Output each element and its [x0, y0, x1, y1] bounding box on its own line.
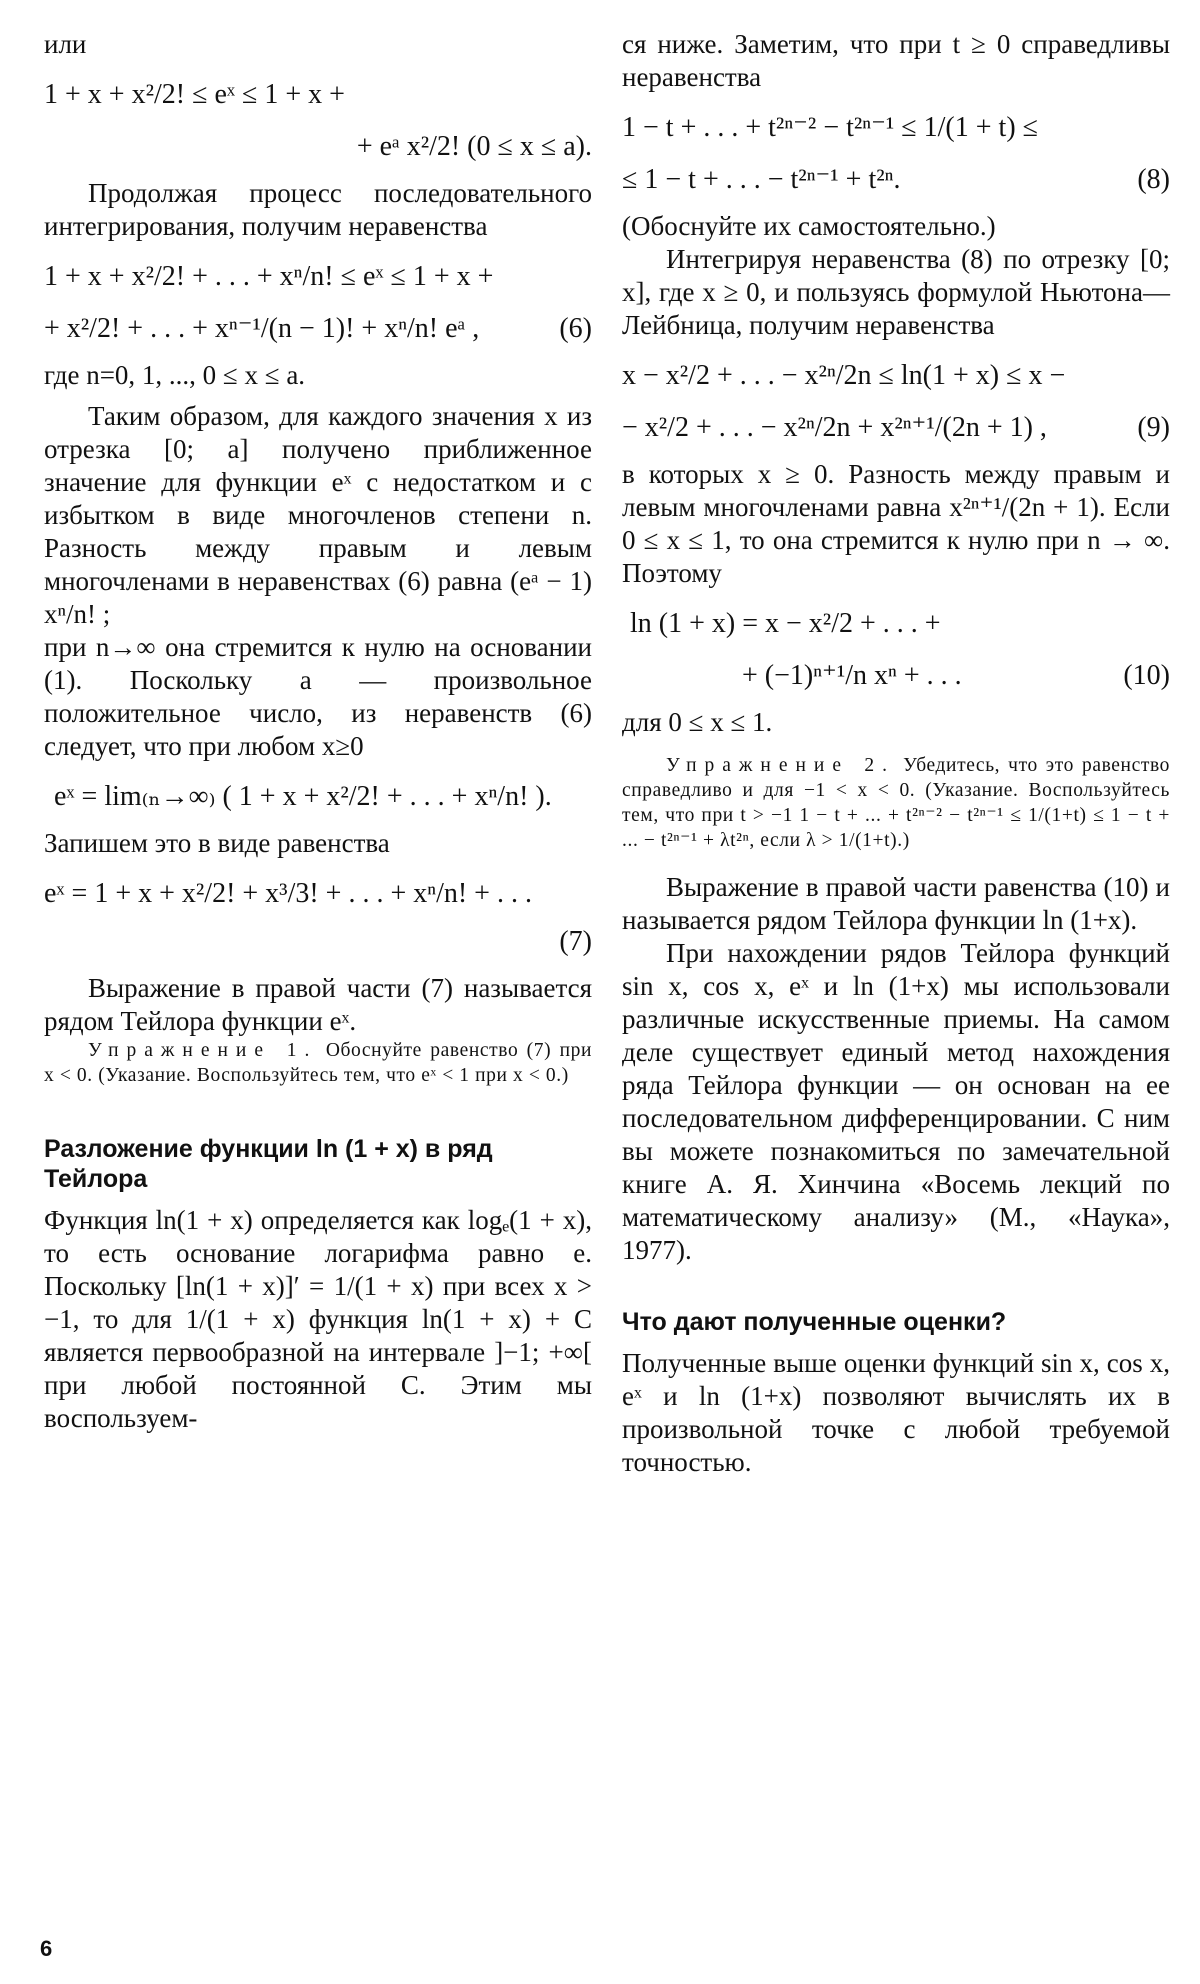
- paragraph-taylor: Выражение в правой части равенства (10) и называется рядом Тейлора функции ln (1+x).: [622, 872, 1170, 935]
- paragraph-justify: (Обоснуйте их самостоятельно.): [622, 211, 996, 241]
- formula-1-line-a: 1 + x + x²/2! ≤ eˣ ≤ 1 + x +: [44, 79, 345, 110]
- paragraph-final: Полученные выше оценки функций sin x, cos x, eˣ и ln (1+x) позволяют вычислять их в произвольной точке с любой требуемой точностью.: [622, 1348, 1170, 1477]
- formula-9-line-a: x − x²/2 + . . . − x²ⁿ/2n ≤ ln(1 + x) ≤ x −: [622, 360, 1066, 391]
- paragraph-ln: Функция ln(1 + x) определяется как logₑ(1 + x), то есть основание логарифма равно e. Поскольку [ln(1 + x)]′ = 1/(1 + x) при всех x > −1, то для 1/(1 + x) функция ln(1 + x) + C является первообразной на интервале ]−1; +∞[ при любой постоянной C. Этим мы воспользуем-: [44, 1205, 592, 1433]
- formula-8-line-b: [622, 162, 1170, 198]
- exercise-2-label: Упражнение 2.: [666, 755, 896, 776]
- paragraph-where: где n=0, 1, ..., 0 ≤ x ≤ a.: [44, 360, 306, 390]
- formula-10-line-b: [622, 658, 1170, 694]
- formula-1-line-b: + eᵃ x²/2! (0 ≤ x ≤ a).: [356, 131, 592, 162]
- exercise-1: [44, 1038, 592, 1088]
- formula-7-number: (7): [559, 926, 592, 957]
- formula-8-line-a: 1 − t + . . . + t²ⁿ⁻² − t²ⁿ⁻¹ ≤ 1/(1 + t) ≤: [622, 112, 1039, 143]
- paragraph-for: для 0 ≤ x ≤ 1.: [622, 707, 773, 737]
- paragraph-methods: При нахождении рядов Тейлора функций sin x, cos x, eˣ и ln (1+x) мы использовали различные искусственные приемы. На самом деле существует единый метод нахождения ряда Тейлора функции — он основан на ее последовательном дифференцировании. С ним вы можете познакомиться по замечательной книге А. Я. Хинчина «Восемь лекций по математическому анализу» (М., «Наука», 1977).: [622, 938, 1170, 1265]
- paragraph-continued: ся ниже. Заметим, что при t ≥ 0 справедливы неравенства: [622, 29, 1170, 92]
- formula-6-line-a: 1 + x + x²/2! + . . . + xⁿ/n! ≤ eˣ ≤ 1 + x +: [44, 261, 494, 292]
- paragraph-continue: Продолжая процесс последовательного интегрирования, получим неравенства: [44, 178, 592, 241]
- formula-7: eˣ = 1 + x + x²/2! + x³/3! + . . . + xⁿ/n! + . . .: [44, 878, 532, 909]
- formula-9-body: − x²/2 + . . . − x²ⁿ/2n + x²ⁿ⁺¹/(2n + 1) ,: [622, 412, 1047, 443]
- paragraph-series: Выражение в правой части (7) называется рядом Тейлора функции eˣ.: [44, 973, 592, 1036]
- formula-6-body: + x²/2! + . . . + xⁿ⁻¹/(n − 1)! + xⁿ/n! eᵃ ,: [44, 313, 480, 344]
- exercise-1-label: Упражнение 1.: [88, 1040, 318, 1061]
- formula-8-body: ≤ 1 − t + . . . − t²ⁿ⁻¹ + t²ⁿ.: [622, 164, 901, 195]
- formula-6-line-b: [44, 311, 592, 347]
- paragraph-write: Запишем это в виде равенства: [44, 828, 390, 858]
- heading-what: Что дают полученные оценки?: [622, 1308, 1007, 1336]
- exercise-1-text: Обоснуйте равенство (7) при x < 0. (Указание. Воспользуйтесь тем, что eˣ < 1 при x < 0.): [44, 1040, 593, 1086]
- right-column: [622, 28, 1170, 1479]
- exercise-2-text: Убедитесь, что это равенство справедливо и для −1 < x < 0. (Указание. Воспользуйтесь тем, что при t > −1 1 − t + ... + t²ⁿ⁻² − t²ⁿ⁻¹ ≤ 1/(1+t) ≤ 1 − t + ... − t²ⁿ⁻¹ + λt²ⁿ, если λ > 1/(1+t).): [622, 755, 1170, 851]
- paragraph-thus: Таким образом, для каждого значения x из отрезка [0; a] получено приближенное значение для функции eˣ с недостатком и с избытком в виде многочленов степени n. Разность между правым и левым многочленами в неравенствах (6) равна (eᵃ − 1) xⁿ/n! ;: [44, 401, 592, 629]
- exercise-2: [622, 753, 1170, 853]
- left-column: [44, 28, 592, 1435]
- formula-8-number: (8): [1137, 164, 1170, 195]
- text-ili: или: [44, 29, 87, 59]
- formula-9-line-b: [622, 410, 1170, 446]
- formula-10-line-a: ln (1 + x) = x − x²/2 + . . . +: [630, 608, 941, 639]
- formula-10-body: + (−1)ⁿ⁺¹/n xⁿ + . . .: [742, 660, 962, 691]
- paragraph-integrate: Интегрируя неравенства (8) по отрезку [0; x], где x ≥ 0, и пользуясь формулой Ньютона—Лейбница, получим неравенства: [622, 244, 1170, 340]
- page-number: 6: [40, 1936, 53, 1961]
- formula-limit: eˣ = lim₍ₙ→∞₎ ( 1 + x + x²/2! + . . . + xⁿ/n! ).: [54, 781, 552, 812]
- formula-10-number: (10): [1123, 660, 1170, 691]
- heading-ln-expansion: Разложение функции ln (1 + x) в ряд Тейлора: [44, 1135, 493, 1193]
- formula-6-number: (6): [559, 313, 592, 344]
- paragraph-limit: при n→∞ она стремится к нулю на основании (1). Поскольку a — произвольное положительное число, из неравенств (6) следует, что при любом x≥0: [44, 632, 592, 761]
- paragraph-difference: в которых x ≥ 0. Разность между правым и левым многочленами равна x²ⁿ⁺¹/(2n + 1). Если 0 ≤ x ≤ 1, то она стремится к нулю при n → ∞. Поэтому: [622, 459, 1170, 588]
- formula-9-number: (9): [1137, 412, 1170, 443]
